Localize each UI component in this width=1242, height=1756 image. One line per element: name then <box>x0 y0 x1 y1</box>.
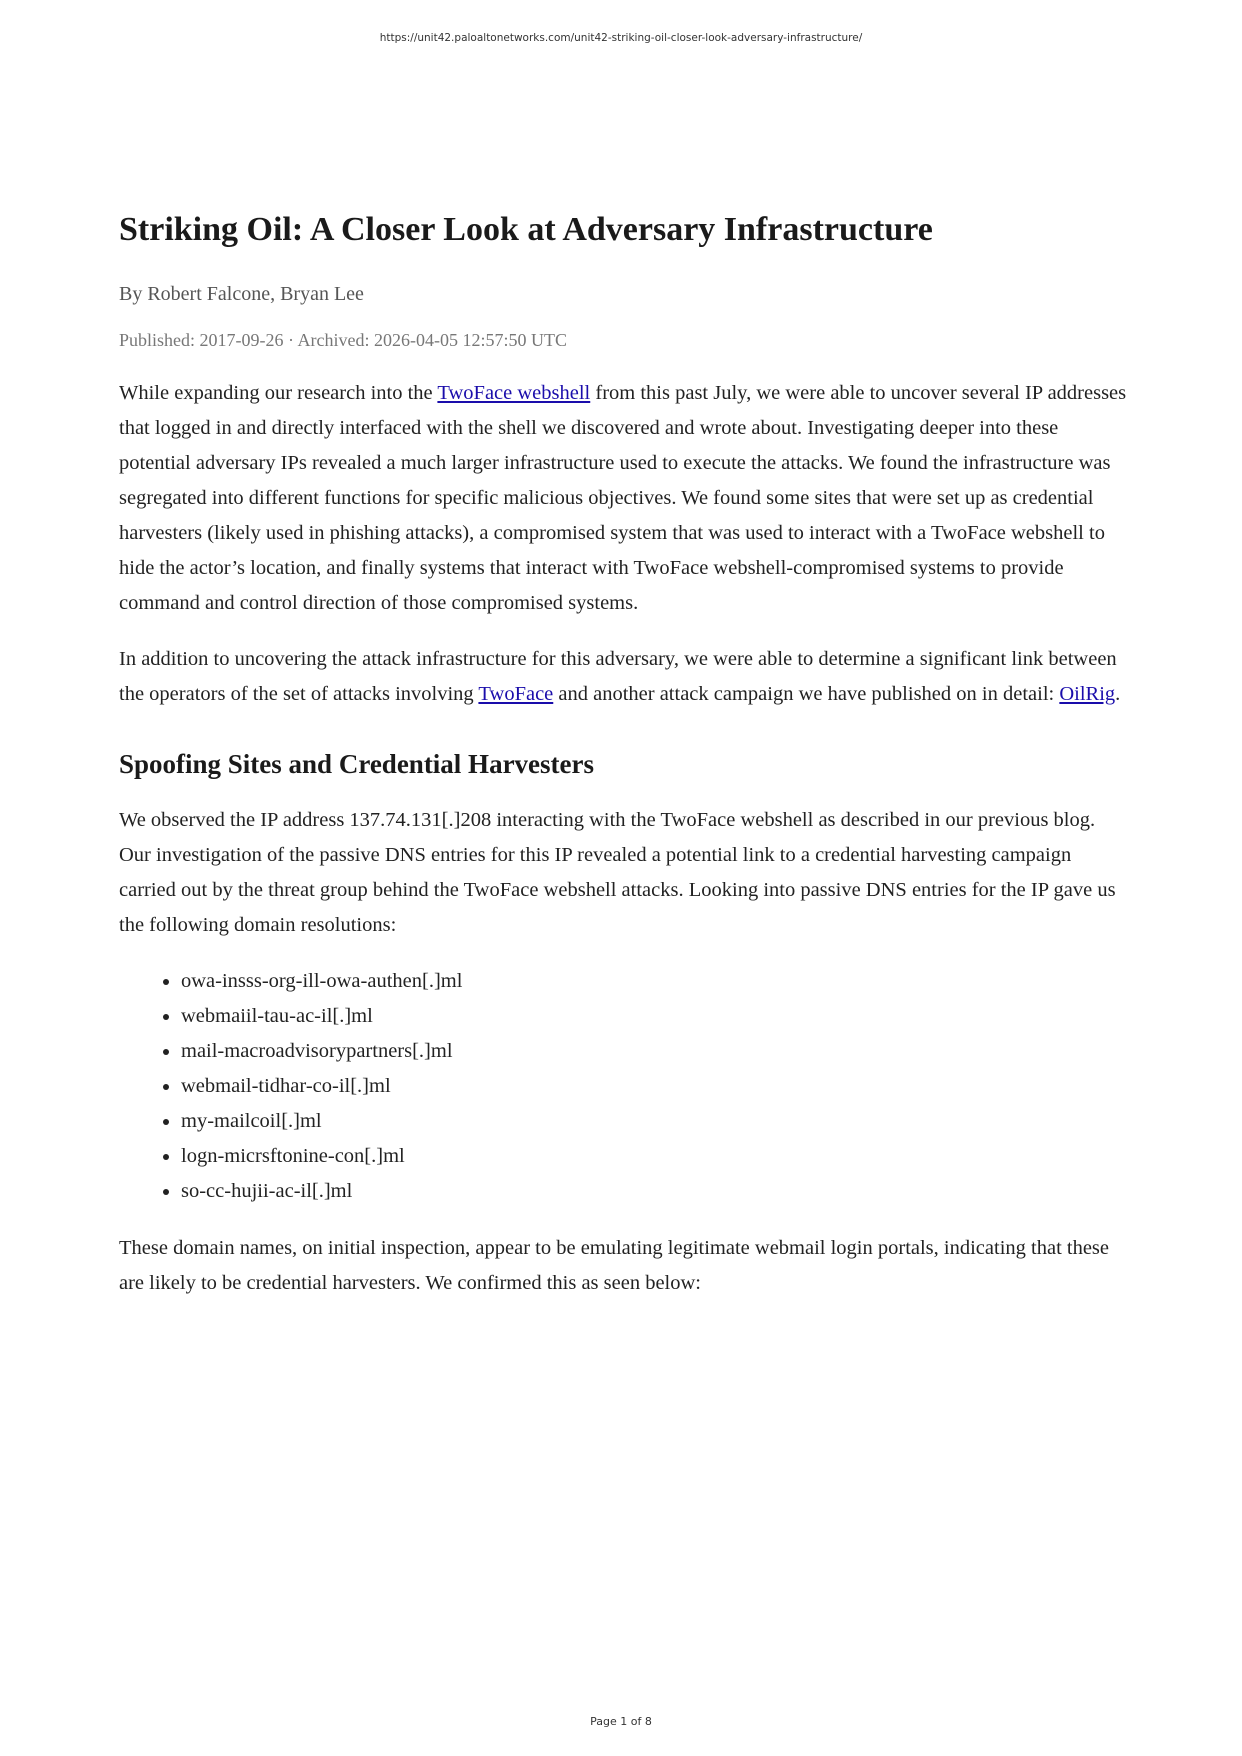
section-heading-spoofing-sites: Spoofing Sites and Credential Harvesters <box>119 749 595 780</box>
text: In addition to uncovering the attack infrastructure for this adversary, we were able to determine a significant link between the operators of the set of attacks involving <box>119 648 1117 706</box>
section-paragraph-conclusion: These domain names, on initial inspection, appear to be emulating legitimate webmail login portals, indicating that these are likely to be credential harvesters. We confirmed this as seen below: <box>119 1236 1110 1294</box>
article-meta: Published: 2017-09-26 · Archived: 2026-04-05 12:57:50 UTC <box>119 329 567 350</box>
text: from this past July, we were able to uncover several IP addresses that logged in and directly interfaced with the shell we discovered and wrote about. Investigating deeper into these potential adversary IPs revealed a much larger infrastructure used to execute the attacks. We found the infrastructure was segregated into different functions for specific malicious objectives. We found some sites that were set up as credential harvesters (likely used in phishing attacks), a compromised system that was used to interact with a TwoFace webshell to hide the actor’s location, and finally systems that interact with TwoFace webshell-compromised systems to provide command and control direction of those compromised systems. <box>119 382 1127 615</box>
domain-list-item: • webmaiil-tau-ac-il[.]ml <box>181 999 1129 1034</box>
text: While expanding our research into the <box>119 382 438 405</box>
link-paragraph <box>119 642 1129 712</box>
domain-list-item: • my-mailcoil[.]ml <box>181 1104 1129 1139</box>
text: . <box>1115 683 1121 706</box>
article <box>119 210 1129 1322</box>
domain-list-item: • logn-micrsftonine-con[.]ml <box>181 1139 1129 1174</box>
text: and another attack campaign we have published on in detail: <box>553 683 1060 706</box>
domain-list-item: • owa-insss-org-ill-owa-authen[.]ml <box>181 964 1129 999</box>
twoface-webshell-link[interactable]: TwoFace webshell <box>437 382 591 405</box>
domain-list-item: • webmail-tidhar-co-il[.]ml <box>181 1069 1129 1104</box>
section-paragraph-ip: We observed the IP address 137.74.131[.]208 interacting with the TwoFace webshell as described in our previous blog. Our investigation of the passive DNS entries for this IP revealed a potential link to a credential harvesting campaign carried out by the threat group behind the TwoFace webshell attacks. Looking into passive DNS entries for the IP gave us the following domain resolutions: <box>119 808 1116 936</box>
page-number: Page 1 of 8 <box>590 1715 652 1728</box>
article-byline: By Robert Falcone, Bryan Lee <box>119 282 364 305</box>
twoface-link[interactable]: TwoFace <box>478 683 554 706</box>
intro-paragraph <box>119 376 1129 621</box>
page-url-header: https://unit42.paloaltonetworks.com/unit42-striking-oil-closer-look-adversary-infrastructure/ <box>379 32 863 44</box>
domain-list-item: • mail-macroadvisorypartners[.]ml <box>181 1034 1129 1069</box>
domain-list-item: • so-cc-hujii-ac-il[.]ml <box>181 1174 1129 1209</box>
oilrig-link[interactable]: OilRig <box>1059 683 1116 706</box>
article-title: Striking Oil: A Closer Look at Adversary Infrastructure <box>119 211 933 248</box>
domain-list <box>119 964 1129 1209</box>
